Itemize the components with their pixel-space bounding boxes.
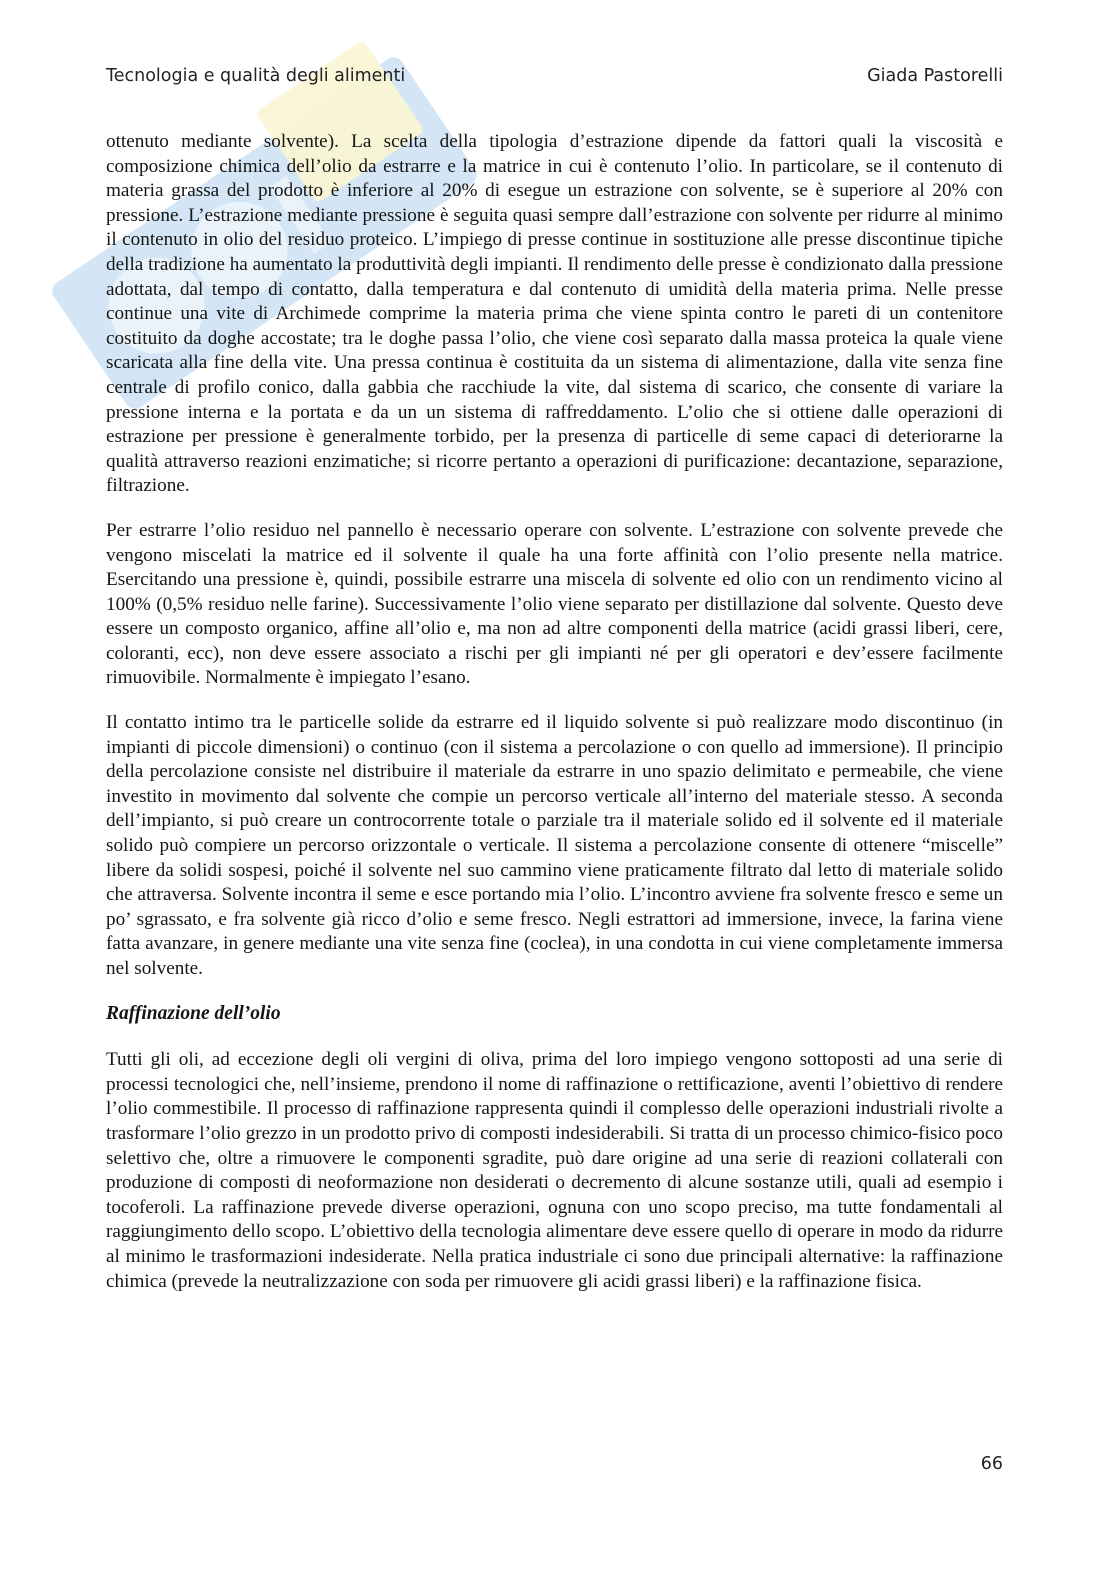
paragraph-solvent-extraction: Per estrarre l’olio residuo nel pannello è necessario operare con solvente. L’estrazione con solvente prevede che vengono miscelati la matrice ed il solvente il quale ha una forte affinità con l’olio presente nella matrice. Esercitando una pressione è, quindi, possibile estrarre una miscela di solvente ed olio con un rendimento vicino al 100% (0,5% residuo nelle farine). Successivamente l’olio viene separato per distillazione dal solvente. Questo deve essere un composto organico, affine all’olio e, ma non ad altre componenti della matrice (acidi grassi liberi, cere, coloranti, ecc), non deve essere associato a rischi per gli impianti né per gli operatori e dev’essere facilmente rimuovibile. Normalmente è impiegato l’esano. — [106, 519, 1003, 689]
paragraph-raffinazione: Tutti gli oli, ad eccezione degli oli vergini di oliva, prima del loro impiego vengono sottoposti ad una serie di processi tecnologici che, nell’insieme, prendono il nome di raffinazione o rettificazione, aventi l’obiettivo di rendere l’olio commestibile. Il processo di raffinazione rappresenta quindi il complesso delle operazioni industriali rivolte a trasformare l’olio grezzo in un prodotto privo di composti indesiderabili. Si tratta di un processo chimico-fisico poco selettivo che, oltre a rimuovere le componenti sgradite, può dare origine ad una serie di reazioni collaterali con produzione di composti di neoformazione non desiderati o decremento di alcune sostanze utili, quali ad esempio i tocoferoli. La raffinazione prevede diverse operazioni, ognuna con uno scopo preciso, ma tutte fondamentali al raggiungimento dello scopo. L’obiettivo della tecnologia alimentare deve essere quello di operare in modo da ridurre al minimo le trasformazioni indesiderate. Nella pratica industriale ci sono due principali alternative: la raffinazione chimica (prevede la neutralizzazione con soda per rimuovere gli acidi grassi liberi) e la raffinazione fisica. — [106, 1049, 1003, 1292]
document-body — [106, 130, 1003, 1314]
paragraph-pressure-extraction: ottenuto mediante solvente). La scelta della tipologia d’estrazione dipende da fattori quali la viscosità e composizione chimica dell’olio da estrarre e la matrice in cui è contenuto l’olio. In particolare, se il contenuto di materia grassa del prodotto è inferiore al 20% di esegue un estrazione con solvente, se è superiore al 20% con pressione. L’estrazione mediante pressione è seguita quasi sempre dall’estrazione con solvente per ridurre al minimo il contenuto in olio del residuo proteico. L’impiego di presse continue in sostituzione alle presse discontinue tipiche della tradizione ha aumentato la produttività degli impianti. Il rendimento delle presse è condizionato dalla pressione adottata, dal tempo di contatto, dalla temperatura e dal contenuto di umidità della materia prima. Nelle presse continue una vite di Archimede comprime la materia prima che viene spinta contro le pareti di un contenitore costituito da doghe accostate; tra le doghe passa l’olio, che viene così separato dalla massa proteica la quale viene scaricata alla fine della vite. Una pressa continua è costituita da un sistema di alimentazione, dalla vite senza fine centrale di profilo conico, dalla gabbia che racchiude la vite, dal sistema di scarico, che consente di variare la pressione interna e la portata e da un un sistema di raffreddamento. L’olio che si ottiene dalle operazioni di estrazione per pressione è generalmente torbido, per la presenza di particelle di seme capaci di deteriorarne la qualità attraverso reazioni enzimatiche; si ricorre pertanto a operazioni di purificazione: decantazione, separazione, filtrazione. — [106, 131, 1003, 497]
page-header — [106, 66, 1003, 86]
header-title: Tecnologia e qualità degli alimenti — [106, 66, 406, 86]
paragraph-percolation: Il contatto intimo tra le particelle solide da estrarre ed il liquido solvente si può realizzare modo discontinuo (in impianti di piccole dimensioni) o continuo (con il sistema a percolazione o con quello ad immersione). Il principio della percolazione consiste nel distribuire il materiale da estrarre in uno spazio delimitato e permeabile, che viene investito in movimento dal solvente che compie un percorso verticale all’interno del materiale stesso. A seconda dell’impianto, si può creare un controcorrente totale o parziale tra il materiale solido ed il solvente ed il materiale solido può compiere un percorso orizzontale o verticale. Il sistema a percolazione consente di ottenere “miscelle” libere da solidi sospesi, poiché il solvente nel suo cammino viene praticamente filtrato dal letto di materiale solido che attraversa. Solvente incontra il seme e esce portando mia l’olio. L’incontro avviene fra solvente fresco e seme un po’ sgrassato, e fra solvente già ricco d’olio e seme fresco. Negli estrattori ad immersione, invece, la farina viene fatta avanzare, in genere mediante una vite senza fine (coclea), in una condotta in cui viene completamente immersa nel solvente. — [106, 712, 1003, 979]
section-heading-raffinazione: Raffinazione dell’olio — [106, 1002, 281, 1024]
header-author: Giada Pastorelli — [867, 66, 1003, 86]
page-number: 66 — [980, 1454, 1003, 1474]
